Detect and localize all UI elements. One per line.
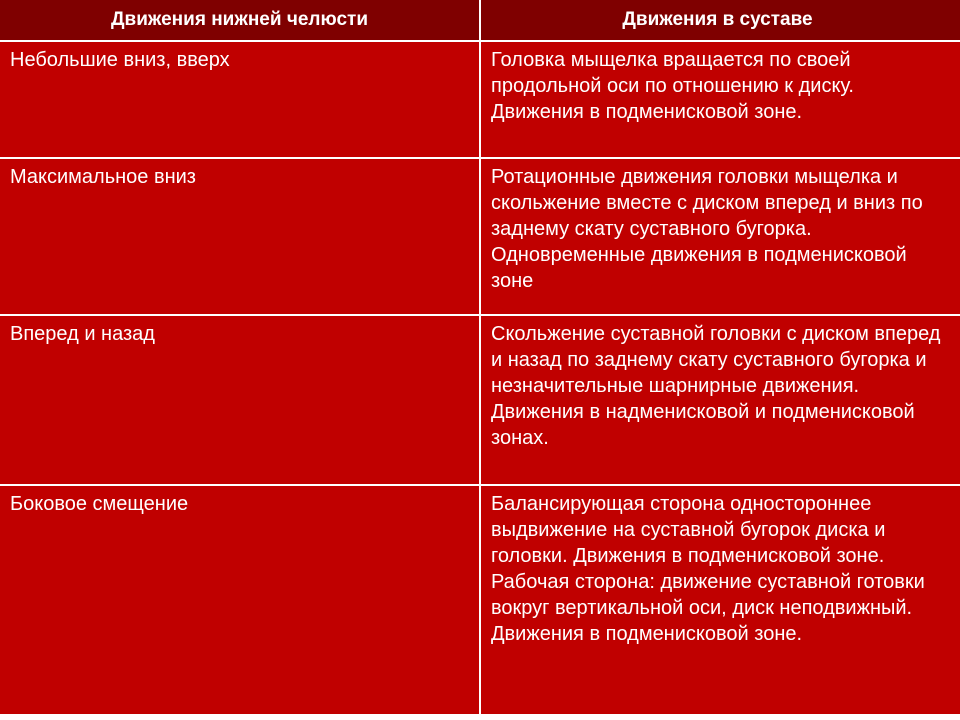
table-row [0,158,960,315]
joint-description-cell: Головка мыщелка вращается по своей продольной оси по отношению к диску. Движения в подменисковой зоне. [480,41,960,158]
movement-cell: Небольшие вниз, вверх [0,41,480,158]
joint-description-cell: Скольжение суставной головки с диском вперед и назад по заднему скату суставного бугорка и незначительные шарнирные движения. Движения в надменисковой и подменисковой зонах. [480,315,960,485]
table-row [0,41,960,158]
table-header-row [0,0,960,41]
movement-cell: Вперед и назад [0,315,480,485]
header-joint-movements: Движения в суставе [480,0,960,41]
joint-description-cell: Балансирующая сторона одностороннее выдвижение на суставной бугорок диска и головки. Движения в подменисковой зоне. Рабочая сторона: движение суставной готовки вокруг вертикальной оси, диск неподвижный. Движения в подменисковой зоне. [480,485,960,714]
table-row [0,315,960,485]
movement-cell: Максимальное вниз [0,158,480,315]
table-row [0,485,960,714]
header-jaw-movements: Движения нижней челюсти [0,0,480,41]
movement-cell: Боковое смещение [0,485,480,714]
joint-description-cell: Ротационные движения головки мыщелка и скольжение вместе с диском вперед и вниз по заднему скату суставного бугорка. Одновременные движения в подменисковой зоне [480,158,960,315]
